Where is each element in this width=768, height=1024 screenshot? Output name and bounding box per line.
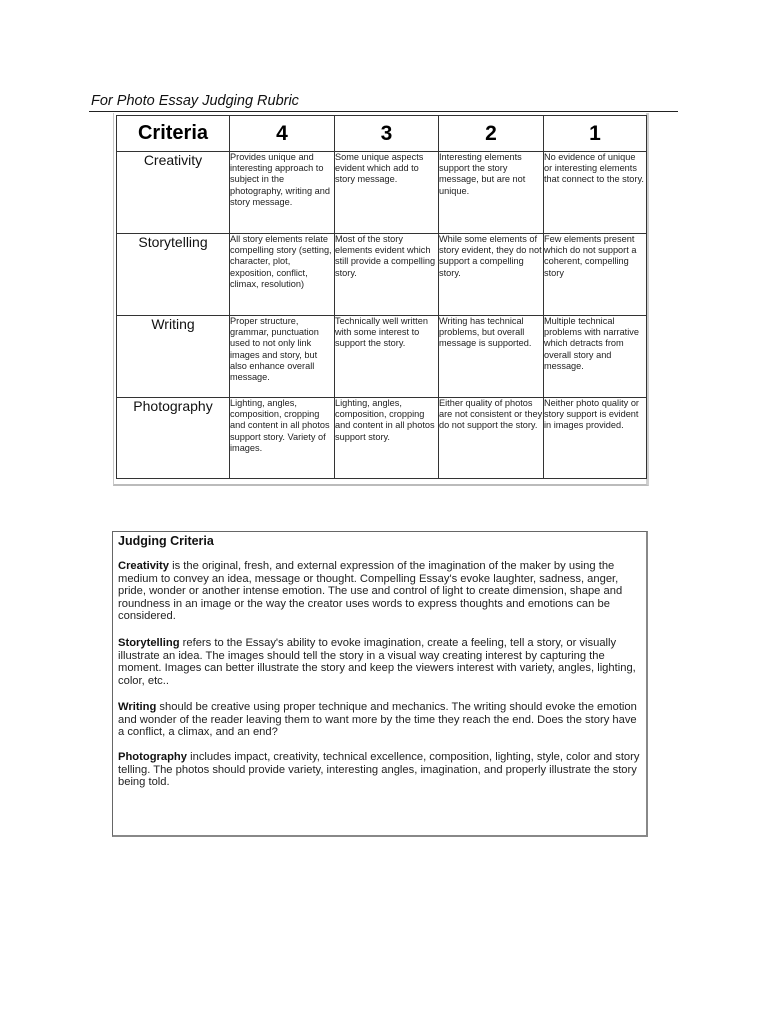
paragraph-storytelling [118,637,644,687]
rubric-cell: Writing has technical problems, but overall message is supported. [439,316,544,398]
rubric-cell: While some elements of story evident, they do not support a compelling story. [439,234,544,316]
judging-criteria-title: Judging Criteria [118,534,214,548]
paragraph-photography [118,751,644,789]
header-score-1: 1 [544,116,647,152]
rubric-cell: Either quality of photos are not consistent or they do not support the story. [439,398,544,479]
rubric-cell: Provides unique and interesting approach to subject in the photography, writing and story message. [230,152,335,234]
header-score-4: 4 [230,116,335,152]
definition-photography: includes impact, creativity, technical excellence, composition, lighting, style, color and story telling. The photos should provide variety, interesting angles, imagination, and properly illustrate the story being told. [118,751,640,789]
definition-writing: should be creative using proper technique and mechanics. The writing should evoke the emotion and wonder of the reader leaving them to want more by the time they reach the end. Does the story have a conflict, a climax, and an end? [118,701,637,739]
term-photography: Photography [118,751,187,763]
rubric-table-wrapper [113,113,649,486]
rubric-row-photography [117,398,647,479]
rubric-cell: No evidence of unique or interesting elements that connect to the story. [544,152,647,234]
rubric-cell: Lighting, angles, composition, cropping and content in all photos support story. [335,398,439,479]
title-rule [89,111,678,112]
paragraph-writing [118,701,644,739]
header-score-2: 2 [439,116,544,152]
rubric-cell: All story elements relate compelling story (setting, character, plot, exposition, conflict, climax, resolution) [230,234,335,316]
row-label: Photography [117,398,230,479]
header-criteria: Criteria [117,116,230,152]
rubric-cell: Few elements present which do not support a coherent, compelling story [544,234,647,316]
rubric-cell: Multiple technical problems with narrative which detracts from overall story and message. [544,316,647,398]
row-label: Creativity [117,152,230,234]
rubric-cell: Proper structure, grammar, punctuation used to not only link images and story, but also enhance overall message. [230,316,335,398]
rubric-cell: Lighting, angles, composition, cropping and content in all photos support story. Variety of images. [230,398,335,479]
row-label: Storytelling [117,234,230,316]
definition-creativity: is the original, fresh, and external expression of the imagination of the maker by using the medium to convey an idea, message or thought. Compelling Essay's evoke laughter, sadness, anger, pride, wonder or another intense emotion. The use and control of light to create dimension, shape and roundness in an image or the way the creator uses words to express thoughts and emotions can be considered. [118,560,623,623]
rubric-row-storytelling [117,234,647,316]
term-storytelling: Storytelling [118,637,180,649]
rubric-cell: Technically well written with some interest to support the story. [335,316,439,398]
row-label: Writing [117,316,230,398]
judging-criteria-box [112,531,648,837]
paragraph-creativity [118,560,644,623]
rubric-cell: Neither photo quality or story support is evident in images provided. [544,398,647,479]
rubric-row-writing [117,316,647,398]
rubric-cell: Some unique aspects evident which add to story message. [335,152,439,234]
rubric-cell: Most of the story elements evident which still provide a compelling story. [335,234,439,316]
rubric-row-creativity [117,152,647,234]
term-writing: Writing [118,701,157,713]
rubric-header-row [117,116,647,152]
document-title: For Photo Essay Judging Rubric [91,93,299,109]
definition-storytelling: refers to the Essay's ability to evoke imagination, create a feeling, tell a story, or visually illustrate an idea. The images should tell the story in a visual way creating interest by capturing the moment. Images can better illustrate the story and keep the viewers interest with variety, angles, lighting, color, etc.. [118,637,636,687]
rubric-table [116,115,647,479]
term-creativity: Creativity [118,560,169,572]
header-score-3: 3 [335,116,439,152]
rubric-cell: Interesting elements support the story message, but are not unique. [439,152,544,234]
